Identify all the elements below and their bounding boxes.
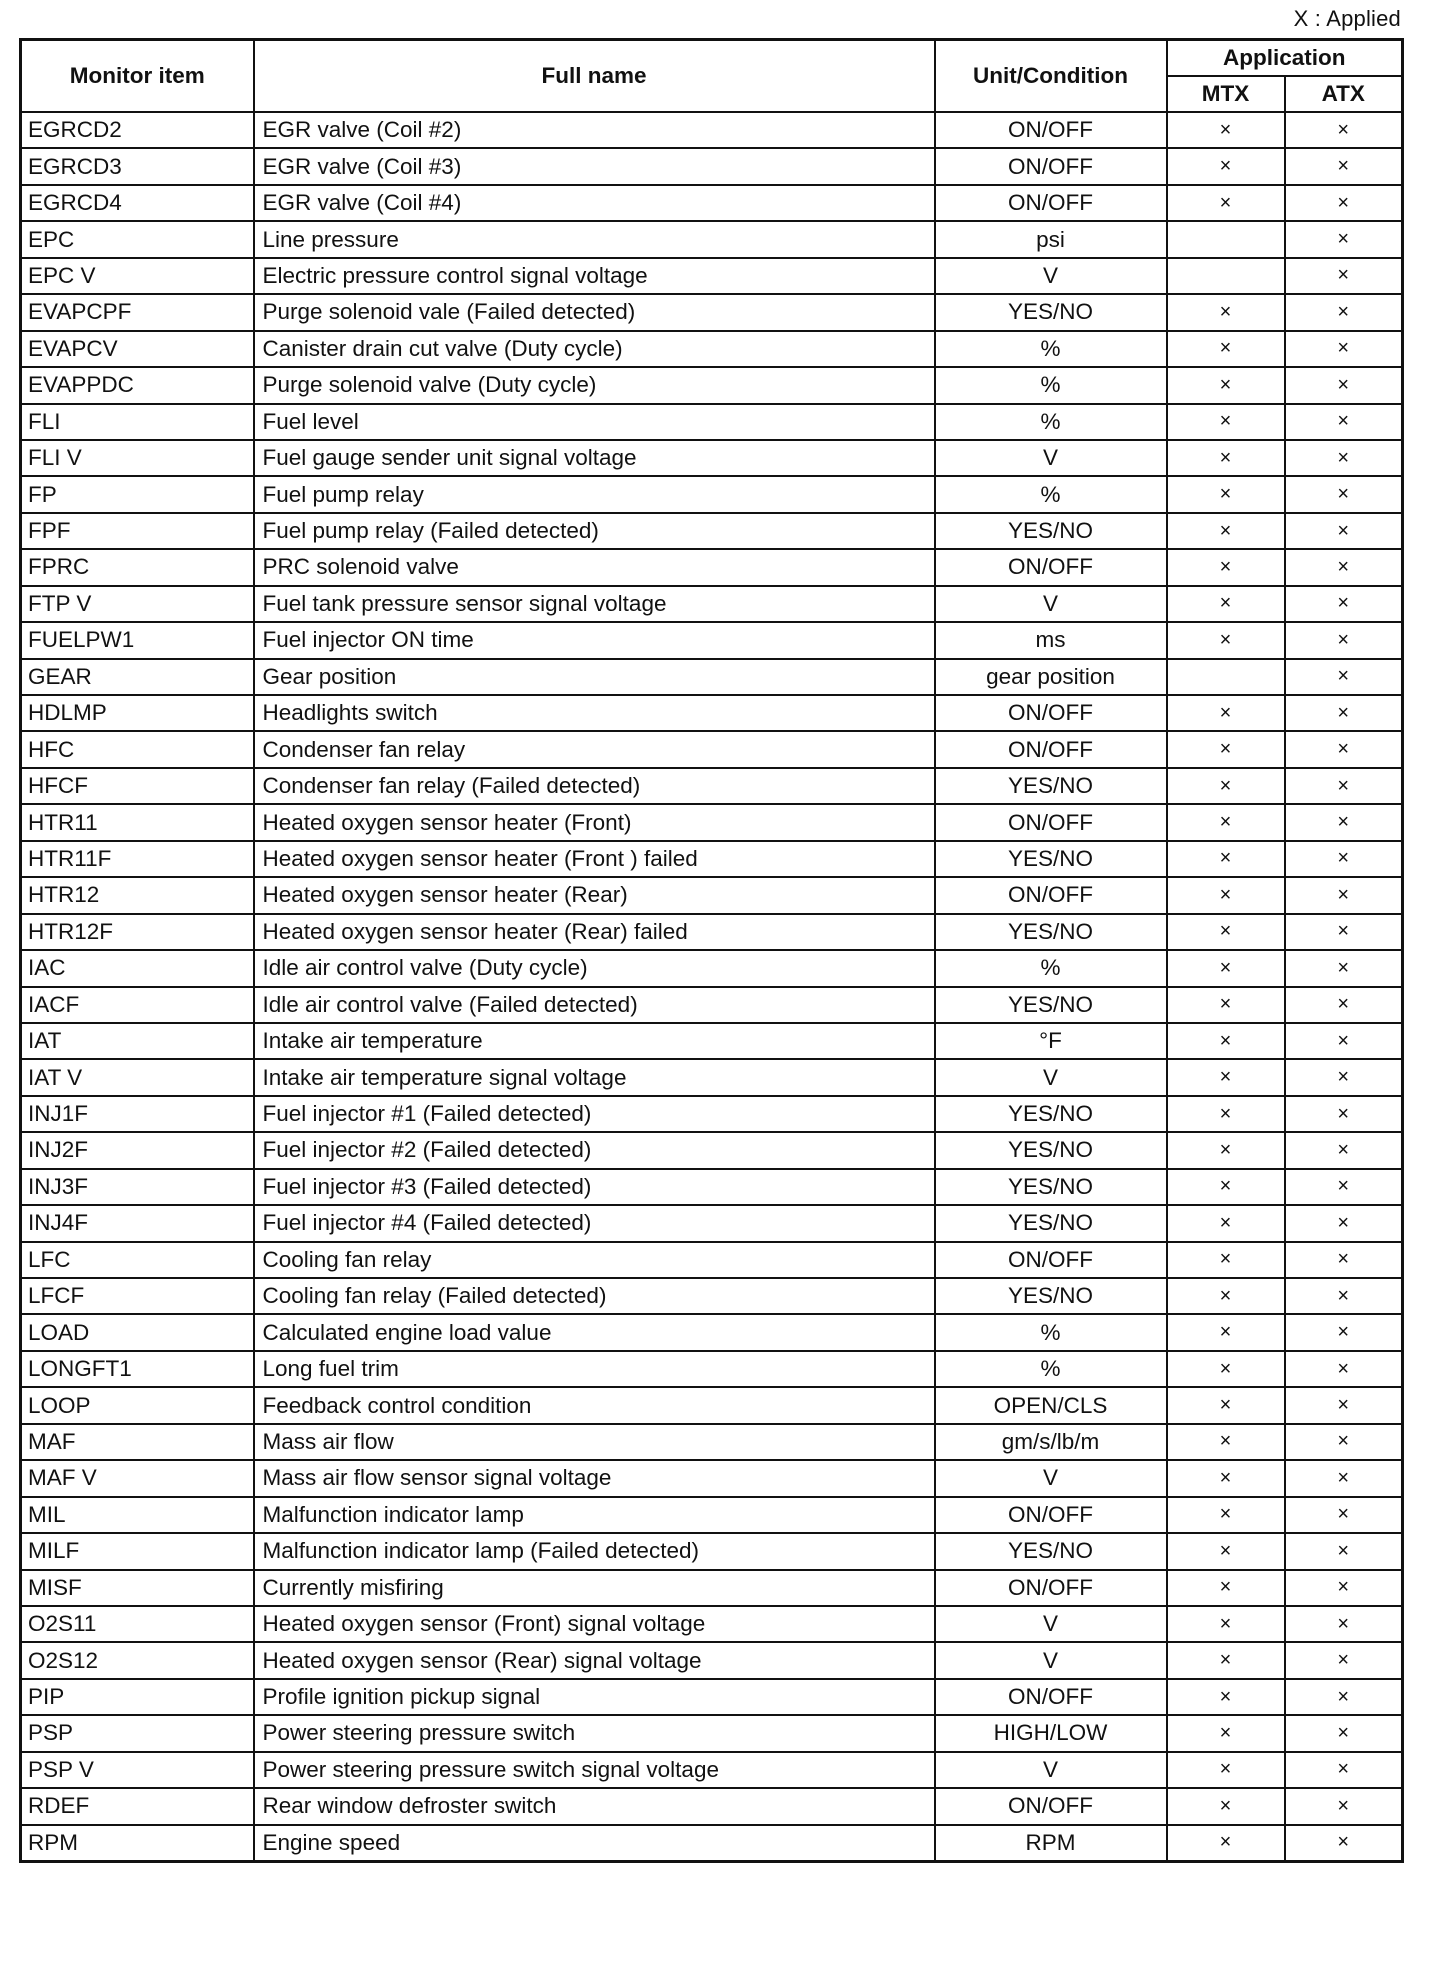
unit-condition-cell: V <box>935 586 1167 622</box>
mtx-applied-cell: × <box>1167 1752 1285 1788</box>
full-name-cell: Power steering pressure switch <box>254 1715 935 1751</box>
header-mtx: MTX <box>1167 76 1285 112</box>
full-name-cell: Profile ignition pickup signal <box>254 1679 935 1715</box>
unit-condition-cell: V <box>935 1460 1167 1496</box>
table-row <box>21 1351 1403 1387</box>
full-name-cell: Currently misfiring <box>254 1570 935 1606</box>
atx-applied-cell: × <box>1285 1679 1403 1715</box>
atx-applied-cell: × <box>1285 1169 1403 1205</box>
full-name-cell: Purge solenoid vale (Failed detected) <box>254 294 935 330</box>
unit-condition-cell: psi <box>935 221 1167 257</box>
full-name-cell: Fuel pump relay <box>254 476 935 512</box>
table-row <box>21 1788 1403 1824</box>
atx-applied-cell: × <box>1285 950 1403 986</box>
unit-condition-cell: ON/OFF <box>935 695 1167 731</box>
unit-condition-cell: gear position <box>935 659 1167 695</box>
atx-applied-cell: × <box>1285 1642 1403 1678</box>
header-monitor-item: Monitor item <box>21 40 254 113</box>
unit-condition-cell: V <box>935 1642 1167 1678</box>
atx-applied-cell: × <box>1285 1533 1403 1569</box>
monitor-item-cell: MIL <box>21 1497 254 1533</box>
atx-applied-cell: × <box>1285 549 1403 585</box>
monitor-item-cell: MAF V <box>21 1460 254 1496</box>
atx-applied-cell: × <box>1285 1351 1403 1387</box>
mtx-applied-cell: × <box>1167 1497 1285 1533</box>
atx-applied-cell: × <box>1285 1314 1403 1350</box>
unit-condition-cell: YES/NO <box>935 513 1167 549</box>
full-name-cell: EGR valve (Coil #4) <box>254 185 935 221</box>
table-row <box>21 659 1403 695</box>
unit-condition-cell: YES/NO <box>935 1169 1167 1205</box>
atx-applied-cell: × <box>1285 1059 1403 1095</box>
full-name-cell: Mass air flow sensor signal voltage <box>254 1460 935 1496</box>
full-name-cell: Purge solenoid valve (Duty cycle) <box>254 367 935 403</box>
table-row <box>21 1715 1403 1751</box>
full-name-cell: Heated oxygen sensor heater (Front ) failed <box>254 841 935 877</box>
monitor-item-cell: MAF <box>21 1424 254 1460</box>
unit-condition-cell: YES/NO <box>935 1533 1167 1569</box>
mtx-applied-cell: × <box>1167 950 1285 986</box>
monitor-item-cell: EPC <box>21 221 254 257</box>
full-name-cell: Cooling fan relay (Failed detected) <box>254 1278 935 1314</box>
monitor-item-cell: LFC <box>21 1242 254 1278</box>
unit-condition-cell: YES/NO <box>935 1132 1167 1168</box>
unit-condition-cell: V <box>935 440 1167 476</box>
mtx-applied-cell: × <box>1167 1424 1285 1460</box>
table-row <box>21 1278 1403 1314</box>
table-row <box>21 1752 1403 1788</box>
mtx-applied-cell: × <box>1167 731 1285 767</box>
table-header <box>21 40 1403 113</box>
full-name-cell: Mass air flow <box>254 1424 935 1460</box>
table-row <box>21 1314 1403 1350</box>
unit-condition-cell: YES/NO <box>935 1278 1167 1314</box>
atx-applied-cell: × <box>1285 1096 1403 1132</box>
table-row <box>21 1606 1403 1642</box>
table-row <box>21 549 1403 585</box>
full-name-cell: Line pressure <box>254 221 935 257</box>
full-name-cell: Malfunction indicator lamp <box>254 1497 935 1533</box>
table-row <box>21 1424 1403 1460</box>
full-name-cell: Fuel pump relay (Failed detected) <box>254 513 935 549</box>
mtx-applied-cell: × <box>1167 513 1285 549</box>
monitor-item-cell: RPM <box>21 1825 254 1862</box>
table-row <box>21 185 1403 221</box>
atx-applied-cell: × <box>1285 476 1403 512</box>
monitor-item-cell: O2S11 <box>21 1606 254 1642</box>
table-row <box>21 1679 1403 1715</box>
mtx-applied-cell: × <box>1167 112 1285 148</box>
atx-applied-cell: × <box>1285 1278 1403 1314</box>
monitor-item-cell: EPC V <box>21 258 254 294</box>
monitor-item-cell: INJ2F <box>21 1132 254 1168</box>
mtx-applied-cell: × <box>1167 1096 1285 1132</box>
mtx-applied-cell: × <box>1167 1606 1285 1642</box>
table-row <box>21 1132 1403 1168</box>
monitor-item-cell: IAT <box>21 1023 254 1059</box>
full-name-cell: Power steering pressure switch signal voltage <box>254 1752 935 1788</box>
atx-applied-cell: × <box>1285 659 1403 695</box>
monitor-item-cell: INJ4F <box>21 1205 254 1241</box>
mtx-applied-cell: × <box>1167 1715 1285 1751</box>
atx-applied-cell: × <box>1285 404 1403 440</box>
full-name-cell: Fuel tank pressure sensor signal voltage <box>254 586 935 622</box>
unit-condition-cell: ON/OFF <box>935 1679 1167 1715</box>
table-row <box>21 1642 1403 1678</box>
table-row <box>21 1825 1403 1862</box>
table-row <box>21 695 1403 731</box>
atx-applied-cell: × <box>1285 440 1403 476</box>
monitor-item-cell: O2S12 <box>21 1642 254 1678</box>
table-row <box>21 440 1403 476</box>
mtx-applied-cell: × <box>1167 1642 1285 1678</box>
mtx-applied-cell: × <box>1167 695 1285 731</box>
monitor-item-cell: EGRCD3 <box>21 148 254 184</box>
mtx-applied-cell: × <box>1167 622 1285 658</box>
unit-condition-cell: YES/NO <box>935 987 1167 1023</box>
header-full-name: Full name <box>254 40 935 113</box>
atx-applied-cell: × <box>1285 367 1403 403</box>
atx-applied-cell: × <box>1285 148 1403 184</box>
atx-applied-cell: × <box>1285 1570 1403 1606</box>
monitor-item-cell: EVAPCV <box>21 331 254 367</box>
monitor-item-cell: FP <box>21 476 254 512</box>
unit-condition-cell: YES/NO <box>935 768 1167 804</box>
unit-condition-cell: ON/OFF <box>935 804 1167 840</box>
mtx-applied-cell: × <box>1167 549 1285 585</box>
monitor-item-cell: IAT V <box>21 1059 254 1095</box>
table-row <box>21 258 1403 294</box>
monitor-item-cell: LOOP <box>21 1387 254 1423</box>
monitor-item-cell: EGRCD2 <box>21 112 254 148</box>
monitor-item-cell: EGRCD4 <box>21 185 254 221</box>
atx-applied-cell: × <box>1285 1752 1403 1788</box>
table-row <box>21 331 1403 367</box>
table-row <box>21 513 1403 549</box>
full-name-cell: Heated oxygen sensor heater (Rear) <box>254 877 935 913</box>
monitor-item-cell: HFCF <box>21 768 254 804</box>
full-name-cell: Heated oxygen sensor (Front) signal voltage <box>254 1606 935 1642</box>
table-row <box>21 914 1403 950</box>
mtx-applied-cell: × <box>1167 1825 1285 1862</box>
unit-condition-cell: YES/NO <box>935 294 1167 330</box>
atx-applied-cell: × <box>1285 513 1403 549</box>
table-row <box>21 367 1403 403</box>
header-atx: ATX <box>1285 76 1403 112</box>
mtx-applied-cell: × <box>1167 1278 1285 1314</box>
table-row <box>21 294 1403 330</box>
applied-legend: X : Applied <box>1293 6 1401 31</box>
full-name-cell: Heated oxygen sensor heater (Front) <box>254 804 935 840</box>
mtx-applied-cell: × <box>1167 1460 1285 1496</box>
unit-condition-cell: % <box>935 1351 1167 1387</box>
mtx-applied-cell: × <box>1167 877 1285 913</box>
full-name-cell: Fuel level <box>254 404 935 440</box>
mtx-applied-cell: × <box>1167 768 1285 804</box>
monitor-item-cell: PSP <box>21 1715 254 1751</box>
mtx-applied-cell: × <box>1167 804 1285 840</box>
unit-condition-cell: YES/NO <box>935 841 1167 877</box>
table-row <box>21 1096 1403 1132</box>
full-name-cell: EGR valve (Coil #2) <box>254 112 935 148</box>
table-row <box>21 221 1403 257</box>
full-name-cell: Intake air temperature signal voltage <box>254 1059 935 1095</box>
mtx-applied-cell: × <box>1167 440 1285 476</box>
full-name-cell: Gear position <box>254 659 935 695</box>
table-row <box>21 1497 1403 1533</box>
mtx-applied-cell: × <box>1167 914 1285 950</box>
atx-applied-cell: × <box>1285 1387 1403 1423</box>
table-row <box>21 1460 1403 1496</box>
table-body <box>21 112 1403 1862</box>
table-row <box>21 1169 1403 1205</box>
mtx-applied-cell: × <box>1167 1023 1285 1059</box>
atx-applied-cell: × <box>1285 1424 1403 1460</box>
unit-condition-cell: ON/OFF <box>935 112 1167 148</box>
unit-condition-cell: ON/OFF <box>935 1242 1167 1278</box>
full-name-cell: Fuel injector #3 (Failed detected) <box>254 1169 935 1205</box>
unit-condition-cell: ON/OFF <box>935 185 1167 221</box>
table-row <box>21 622 1403 658</box>
table-row <box>21 1570 1403 1606</box>
monitor-item-cell: FTP V <box>21 586 254 622</box>
unit-condition-cell: YES/NO <box>935 1205 1167 1241</box>
atx-applied-cell: × <box>1285 731 1403 767</box>
mtx-applied-cell <box>1167 258 1285 294</box>
atx-applied-cell: × <box>1285 1825 1403 1862</box>
atx-applied-cell: × <box>1285 221 1403 257</box>
full-name-cell: Fuel injector ON time <box>254 622 935 658</box>
full-name-cell: Fuel injector #2 (Failed detected) <box>254 1132 935 1168</box>
mtx-applied-cell: × <box>1167 148 1285 184</box>
mtx-applied-cell: × <box>1167 185 1285 221</box>
table-row <box>21 112 1403 148</box>
monitor-item-cell: RDEF <box>21 1788 254 1824</box>
mtx-applied-cell: × <box>1167 841 1285 877</box>
table-row <box>21 1205 1403 1241</box>
table-row <box>21 804 1403 840</box>
full-name-cell: Malfunction indicator lamp (Failed detected) <box>254 1533 935 1569</box>
monitor-item-cell: LFCF <box>21 1278 254 1314</box>
full-name-cell: Heated oxygen sensor (Rear) signal voltage <box>254 1642 935 1678</box>
monitor-item-cell: HDLMP <box>21 695 254 731</box>
unit-condition-cell: ON/OFF <box>935 549 1167 585</box>
unit-condition-cell: YES/NO <box>935 914 1167 950</box>
monitor-item-cell: HTR12F <box>21 914 254 950</box>
mtx-applied-cell: × <box>1167 1679 1285 1715</box>
full-name-cell: Condenser fan relay <box>254 731 935 767</box>
mtx-applied-cell: × <box>1167 294 1285 330</box>
full-name-cell: Fuel injector #4 (Failed detected) <box>254 1205 935 1241</box>
full-name-cell: Idle air control valve (Duty cycle) <box>254 950 935 986</box>
table-row <box>21 1059 1403 1095</box>
full-name-cell: Idle air control valve (Failed detected) <box>254 987 935 1023</box>
mtx-applied-cell: × <box>1167 404 1285 440</box>
atx-applied-cell: × <box>1285 1715 1403 1751</box>
unit-condition-cell: V <box>935 1606 1167 1642</box>
unit-condition-cell: % <box>935 331 1167 367</box>
monitor-item-cell: LOAD <box>21 1314 254 1350</box>
unit-condition-cell: gm/s/lb/m <box>935 1424 1167 1460</box>
unit-condition-cell: ON/OFF <box>935 1788 1167 1824</box>
mtx-applied-cell: × <box>1167 586 1285 622</box>
full-name-cell: Rear window defroster switch <box>254 1788 935 1824</box>
atx-applied-cell: × <box>1285 841 1403 877</box>
atx-applied-cell: × <box>1285 1606 1403 1642</box>
mtx-applied-cell: × <box>1167 1314 1285 1350</box>
unit-condition-cell: HIGH/LOW <box>935 1715 1167 1751</box>
full-name-cell: Calculated engine load value <box>254 1314 935 1350</box>
atx-applied-cell: × <box>1285 258 1403 294</box>
table-row <box>21 1387 1403 1423</box>
mtx-applied-cell: × <box>1167 331 1285 367</box>
atx-applied-cell: × <box>1285 1788 1403 1824</box>
full-name-cell: EGR valve (Coil #3) <box>254 148 935 184</box>
monitor-item-cell: IAC <box>21 950 254 986</box>
monitor-item-cell: MILF <box>21 1533 254 1569</box>
mtx-applied-cell <box>1167 221 1285 257</box>
header-unit-condition: Unit/Condition <box>935 40 1167 113</box>
atx-applied-cell: × <box>1285 804 1403 840</box>
table-row <box>21 1023 1403 1059</box>
monitor-item-cell: FLI V <box>21 440 254 476</box>
table-row <box>21 768 1403 804</box>
mtx-applied-cell: × <box>1167 987 1285 1023</box>
atx-applied-cell: × <box>1285 1023 1403 1059</box>
monitor-item-cell: EVAPPDC <box>21 367 254 403</box>
atx-applied-cell: × <box>1285 1497 1403 1533</box>
unit-condition-cell: ON/OFF <box>935 1570 1167 1606</box>
table-row <box>21 1533 1403 1569</box>
atx-applied-cell: × <box>1285 1460 1403 1496</box>
full-name-cell: Long fuel trim <box>254 1351 935 1387</box>
monitor-item-cell: FPRC <box>21 549 254 585</box>
unit-condition-cell: YES/NO <box>935 1096 1167 1132</box>
unit-condition-cell: ms <box>935 622 1167 658</box>
unit-condition-cell: OPEN/CLS <box>935 1387 1167 1423</box>
table-row <box>21 148 1403 184</box>
atx-applied-cell: × <box>1285 586 1403 622</box>
atx-applied-cell: × <box>1285 695 1403 731</box>
full-name-cell: Fuel injector #1 (Failed detected) <box>254 1096 935 1132</box>
atx-applied-cell: × <box>1285 1242 1403 1278</box>
monitor-item-cell: PSP V <box>21 1752 254 1788</box>
monitor-item-cell: HTR11F <box>21 841 254 877</box>
monitor-item-cell: PIP <box>21 1679 254 1715</box>
atx-applied-cell: × <box>1285 768 1403 804</box>
table-row <box>21 586 1403 622</box>
atx-applied-cell: × <box>1285 622 1403 658</box>
monitor-item-cell: FPF <box>21 513 254 549</box>
mtx-applied-cell: × <box>1167 1205 1285 1241</box>
full-name-cell: Cooling fan relay <box>254 1242 935 1278</box>
monitor-item-cell: INJ3F <box>21 1169 254 1205</box>
atx-applied-cell: × <box>1285 331 1403 367</box>
mtx-applied-cell: × <box>1167 1570 1285 1606</box>
mtx-applied-cell: × <box>1167 1242 1285 1278</box>
atx-applied-cell: × <box>1285 112 1403 148</box>
table-row <box>21 987 1403 1023</box>
monitor-item-cell: GEAR <box>21 659 254 695</box>
monitor-items-table <box>19 38 1404 1863</box>
unit-condition-cell: ON/OFF <box>935 877 1167 913</box>
table-row <box>21 731 1403 767</box>
mtx-applied-cell: × <box>1167 1169 1285 1205</box>
full-name-cell: Fuel gauge sender unit signal voltage <box>254 440 935 476</box>
mtx-applied-cell: × <box>1167 476 1285 512</box>
monitor-item-cell: FUELPW1 <box>21 622 254 658</box>
monitor-item-cell: IACF <box>21 987 254 1023</box>
atx-applied-cell: × <box>1285 1132 1403 1168</box>
monitor-item-cell: MISF <box>21 1570 254 1606</box>
unit-condition-cell: % <box>935 367 1167 403</box>
atx-applied-cell: × <box>1285 914 1403 950</box>
monitor-item-cell: HFC <box>21 731 254 767</box>
mtx-applied-cell: × <box>1167 1059 1285 1095</box>
atx-applied-cell: × <box>1285 185 1403 221</box>
unit-condition-cell: % <box>935 476 1167 512</box>
unit-condition-cell: ON/OFF <box>935 731 1167 767</box>
mtx-applied-cell: × <box>1167 1533 1285 1569</box>
atx-applied-cell: × <box>1285 1205 1403 1241</box>
unit-condition-cell: V <box>935 258 1167 294</box>
unit-condition-cell: % <box>935 1314 1167 1350</box>
mtx-applied-cell: × <box>1167 1351 1285 1387</box>
mtx-applied-cell <box>1167 659 1285 695</box>
unit-condition-cell: V <box>935 1059 1167 1095</box>
unit-condition-cell: °F <box>935 1023 1167 1059</box>
monitor-item-cell: EVAPCPF <box>21 294 254 330</box>
monitor-item-cell: HTR12 <box>21 877 254 913</box>
header-application: Application <box>1167 40 1403 77</box>
full-name-cell: Intake air temperature <box>254 1023 935 1059</box>
unit-condition-cell: % <box>935 404 1167 440</box>
atx-applied-cell: × <box>1285 294 1403 330</box>
table-row <box>21 404 1403 440</box>
table-row <box>21 1242 1403 1278</box>
table-row <box>21 877 1403 913</box>
unit-condition-cell: % <box>935 950 1167 986</box>
table-row <box>21 950 1403 986</box>
mtx-applied-cell: × <box>1167 1387 1285 1423</box>
table-row <box>21 476 1403 512</box>
table-row <box>21 841 1403 877</box>
full-name-cell: Canister drain cut valve (Duty cycle) <box>254 331 935 367</box>
full-name-cell: Headlights switch <box>254 695 935 731</box>
mtx-applied-cell: × <box>1167 367 1285 403</box>
atx-applied-cell: × <box>1285 877 1403 913</box>
unit-condition-cell: V <box>935 1752 1167 1788</box>
unit-condition-cell: RPM <box>935 1825 1167 1862</box>
full-name-cell: Electric pressure control signal voltage <box>254 258 935 294</box>
full-name-cell: Feedback control condition <box>254 1387 935 1423</box>
full-name-cell: Heated oxygen sensor heater (Rear) failed <box>254 914 935 950</box>
mtx-applied-cell: × <box>1167 1132 1285 1168</box>
monitor-item-cell: INJ1F <box>21 1096 254 1132</box>
monitor-item-cell: FLI <box>21 404 254 440</box>
monitor-item-cell: HTR11 <box>21 804 254 840</box>
full-name-cell: PRC solenoid valve <box>254 549 935 585</box>
unit-condition-cell: ON/OFF <box>935 148 1167 184</box>
monitor-item-cell: LONGFT1 <box>21 1351 254 1387</box>
atx-applied-cell: × <box>1285 987 1403 1023</box>
full-name-cell: Condenser fan relay (Failed detected) <box>254 768 935 804</box>
mtx-applied-cell: × <box>1167 1788 1285 1824</box>
full-name-cell: Engine speed <box>254 1825 935 1862</box>
unit-condition-cell: ON/OFF <box>935 1497 1167 1533</box>
